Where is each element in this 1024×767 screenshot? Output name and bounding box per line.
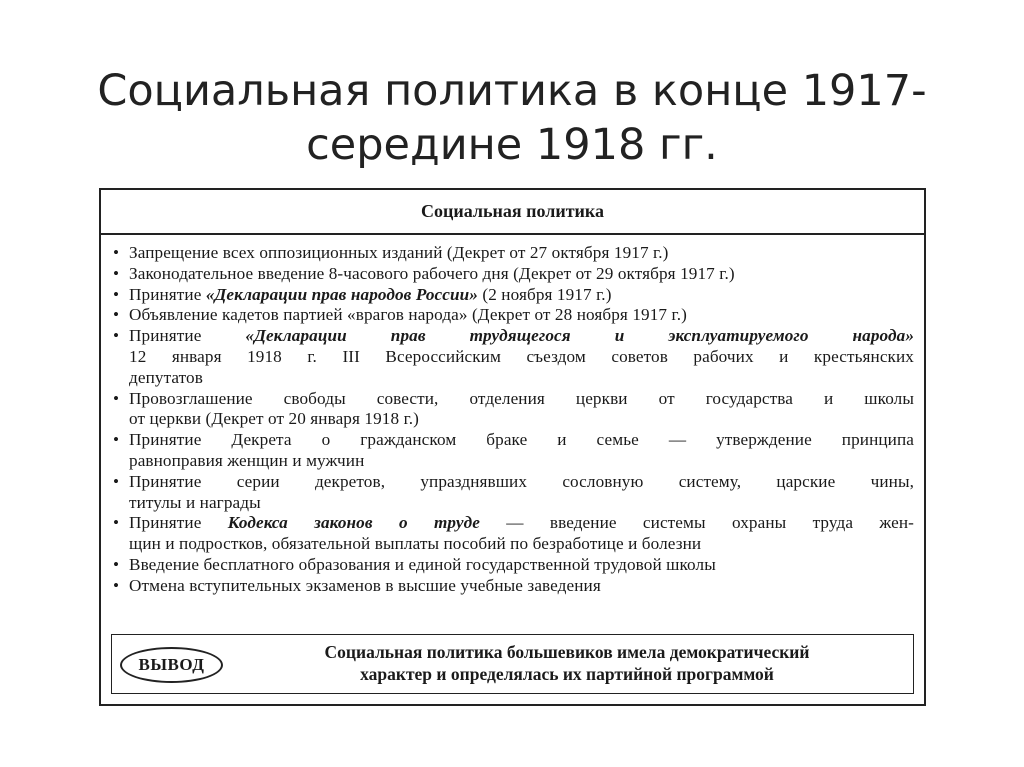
item-text-part: Принятие xyxy=(129,326,246,346)
list-item xyxy=(113,305,914,326)
table-header: Социальная политика xyxy=(101,190,924,235)
list-item xyxy=(113,430,914,472)
document-title: «Декларации прав народов России» xyxy=(205,284,478,304)
slide-title-line-2: середине 1918 гг. xyxy=(306,120,718,170)
bullet-icon: • xyxy=(113,263,120,283)
bullet-icon: • xyxy=(113,575,120,595)
item-text-part: (2 ноября 1917 г.) xyxy=(478,284,612,304)
item-text-part: — введение системы охраны труда жен- xyxy=(479,513,915,533)
policy-list xyxy=(101,235,924,597)
item-text-part: Принятие xyxy=(129,284,206,304)
list-item xyxy=(113,472,914,514)
item-text: Принятие серии декретов, упразднявших сословную систему, царские чины, xyxy=(129,471,914,491)
item-text: Объявление кадетов партией «врагов народа» (Декрет от 28 ноября 1917 г.) xyxy=(129,305,687,325)
social-policy-table xyxy=(99,188,926,706)
bullet-icon: • xyxy=(113,284,120,304)
conclusion-line-2: характер и определялась их партийной программой xyxy=(360,664,774,684)
item-text xyxy=(129,285,914,306)
slide-title-line-1: Социальная политика в конце 1917- xyxy=(97,66,927,116)
list-item xyxy=(113,513,914,555)
bullet-icon: • xyxy=(113,243,120,262)
item-text: Принятие Декрета о гражданском браке и семье — утверждение принципа xyxy=(129,430,914,450)
list-item xyxy=(113,243,914,264)
conclusion-line-1: Социальная политика большевиков имела демократический xyxy=(324,642,810,662)
item-text: Законодательное введение 8-часового рабочего дня (Декрет от 29 октября 1917 г.) xyxy=(129,263,735,283)
list-item xyxy=(113,326,914,388)
item-text-part: Принятие xyxy=(129,513,228,533)
item-text: титулы и награды xyxy=(129,492,261,512)
bullet-icon: • xyxy=(113,388,120,408)
bullet-icon: • xyxy=(113,554,120,574)
bullet-icon: • xyxy=(113,513,120,533)
item-text: Запрещение всех оппозиционных изданий (Декрет от 27 октября 1917 г.) xyxy=(129,243,669,262)
list-item xyxy=(113,555,914,576)
item-text: 12 января 1918 г. III Всероссийским съездом советов рабочих и крестьянских xyxy=(129,346,914,366)
item-text: от церкви (Декрет от 20 января 1918 г.) xyxy=(129,409,420,429)
list-item xyxy=(113,389,914,431)
slide-title xyxy=(40,64,984,172)
item-text: депутатов xyxy=(129,367,203,387)
conclusion-label: ВЫВОД xyxy=(120,647,223,683)
list-item xyxy=(113,576,914,597)
document-title: Кодекса законов о труде xyxy=(227,513,480,533)
document-title: «Декларации прав трудящегося и эксплуатируемого народа» xyxy=(245,326,915,346)
item-text: Введение бесплатного образования и единой государственной трудовой школы xyxy=(129,554,716,574)
list-item xyxy=(113,285,914,306)
item-text: щин и подростков, обязательной выплаты пособий по безработице и болезни xyxy=(129,534,702,554)
item-text: равноправия женщин и мужчин xyxy=(129,450,365,470)
bullet-icon: • xyxy=(113,430,120,450)
item-text: Отмена вступительных экзаменов в высшие учебные заведения xyxy=(129,575,601,595)
bullet-icon: • xyxy=(113,305,120,325)
conclusion-text xyxy=(242,641,892,685)
bullet-icon: • xyxy=(113,326,120,346)
item-text: Провозглашение свободы совести, отделения церкви от государства и школы xyxy=(129,388,914,408)
item-text xyxy=(129,513,914,534)
list-item xyxy=(113,264,914,285)
item-text xyxy=(129,326,914,347)
conclusion-box xyxy=(111,634,914,694)
bullet-icon: • xyxy=(113,471,120,491)
